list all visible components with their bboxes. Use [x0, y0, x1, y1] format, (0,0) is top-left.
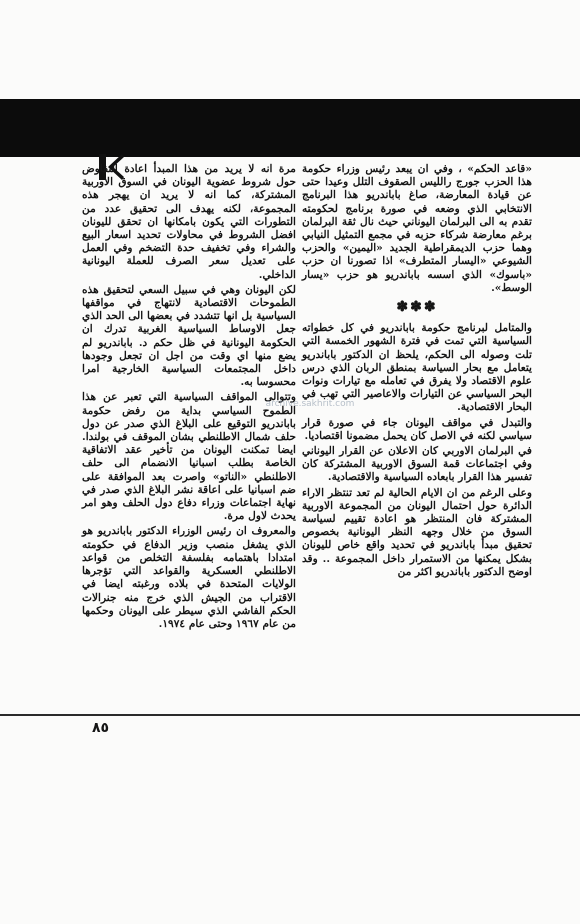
section-separator: ✽✽✽ [396, 299, 438, 316]
paragraph: والمعروف ان رئيس الوزراء الدكتور باباندريو هو الذي يشغل منصب وزير الدفاع في حكومته امتدادا باهتمامه بفلسفة التخلص من قواعد الاطلنطي العسكرية والقواعد التي تؤجرها الولايات المتحدة في بلاده ورغبته ايضا في الاقتراب من الجيش الذي خرج منه جنرالات الحكم الفاشي الذي سيطر على اليونان وحكمها من عام ١٩٦٧ وحتى عام ١٩٧٤. [82, 525, 296, 630]
header-black-band [0, 99, 580, 157]
paragraph: «قاعد الحكم» ، وفي ان يبعد رئيس وزراء حكومة هذا الحزب جورج رالليس الصقوف التلل وعيدا حتى عن قيادة المعارضة، صاغ باباندريو هذا البرنامج الانتخابي الذي وضعه في صورة برنامج لحكومته تقدم به الى البرلمان اليوناني حيث نال ثقة البرلمان برغم معارضة شركاء حزبه في مجمع التمثيل النيابي وهما حزب الديمقراطية الجديد «اليمين» والحزب الشيوعي «اليسار المتطرف» اذا تصورنا ان حزب «باسوك» الذي اسسه باباندريو هو حزب «يسار الوسط». [302, 163, 532, 294]
footer-rule [0, 714, 580, 716]
paragraph: وتتوالى المواقف السياسية التي تعبر عن هذا الطموح السياسي بداية من رفض حكومة باباندريو التوقيع على البلاغ الذي صدر عن دول حلف شمال الاطلنطي بشان الموقف في بولندا. ايضا تمكنت اليونان من تأخير عقد الاتفاقية الخاصة بطلب اسبانيا الانضمام الى حلف الاطلنطي «الناتو» واصرت بعد الموافقة على ضم اسبانيا على اعاقة نشر البلاغ الذي صدر في نهاية اجتماعات وزراء دفاع دول الحلف وهو امر يحدث لاول مرة. [82, 391, 296, 523]
paragraph: والمتامل لبرنامج حكومة باباندريو في كل خطواته السياسية التي تمت في فترة الشهور الخمسة التي تلت وصوله الى الحكم، يلحظ ان الدكتور باباندريو يتعامل مع بحار السياسة بمنطق الربان الذي درس علوم الاقتصاد ولا يفرق في تعامله مع تيارات ونوات البحر السياسي عن التيارات والاعاصير التي تهب في البحار الاقتصادية. [302, 322, 532, 414]
page-number: ٨٥ [92, 720, 110, 736]
article-left-column [82, 163, 296, 633]
paragraph: وعلى الرغم من ان الايام الحالية لم تعد تنتظر الاراء الدائرة حول احتمال اليونان من المجموعة الاوربية المشتركة فان المنتظر هو اعادة تقييم لسياسة السوق من خلال وجهه النظر اليونانية بخصوص تحقيق مبدأ باباندريو في تحديد واقع خاص لليونان بشكل يمكنها من الاستمرار داخل المجموعة .. وقد اوضح الدكتور باباندريو اكثر من [302, 486, 532, 578]
paragraph: لكن اليونان وهي في سبيل السعي لتحقيق هذه الطموحات الاقتصادية لانتهاج في مواقفها السياسية بل انها تتشدد في بعضها الى الحد الذي جعل الاوساط السياسية الغربية تدرك ان الحكومة اليونانية في ظل حكم د. باباندريو لم يضع منها اي وقت من اجل ان تجعل وجودها داخل المجتمعات السياسية الخارجية امرا محسوسا به. [82, 283, 296, 389]
paragraph: والتبدل في مواقف اليونان جاء في صورة قرار سياسي لكنه في الاصل كان يحمل مضمونا اقتصاديا. [302, 416, 532, 442]
watermark-text: archive.sakhrit.com [265, 399, 355, 409]
article-right-column [302, 163, 532, 581]
paragraph: في البرلمان الاوربي كان الاعلان عن القرار اليوناني وفي اجتماعات قمة السوق الاوربية المشتركة كان تفسير هذا القرار بابعاده السياسية والاقتصادية. [302, 445, 532, 484]
paragraph: مرة انه لا يريد من هذا المبدأ اعادة التفاوض حول شروط عضوية اليونان في السوق الاوربية المشتركة، كما انه لا يريد ان يهجر هذه المجموعة، لكنه يهدف الى تحقيق عدد من التطورات التي يكون بامكانها ان تحقق لليونان افضل الشروط في محاولات تحديد اسعار البيع والشراء وفي تخفيف حدة التضخم وفي العمل على تعديل سعر الصرف للعملة اليونانية الداخلي. [82, 163, 296, 281]
